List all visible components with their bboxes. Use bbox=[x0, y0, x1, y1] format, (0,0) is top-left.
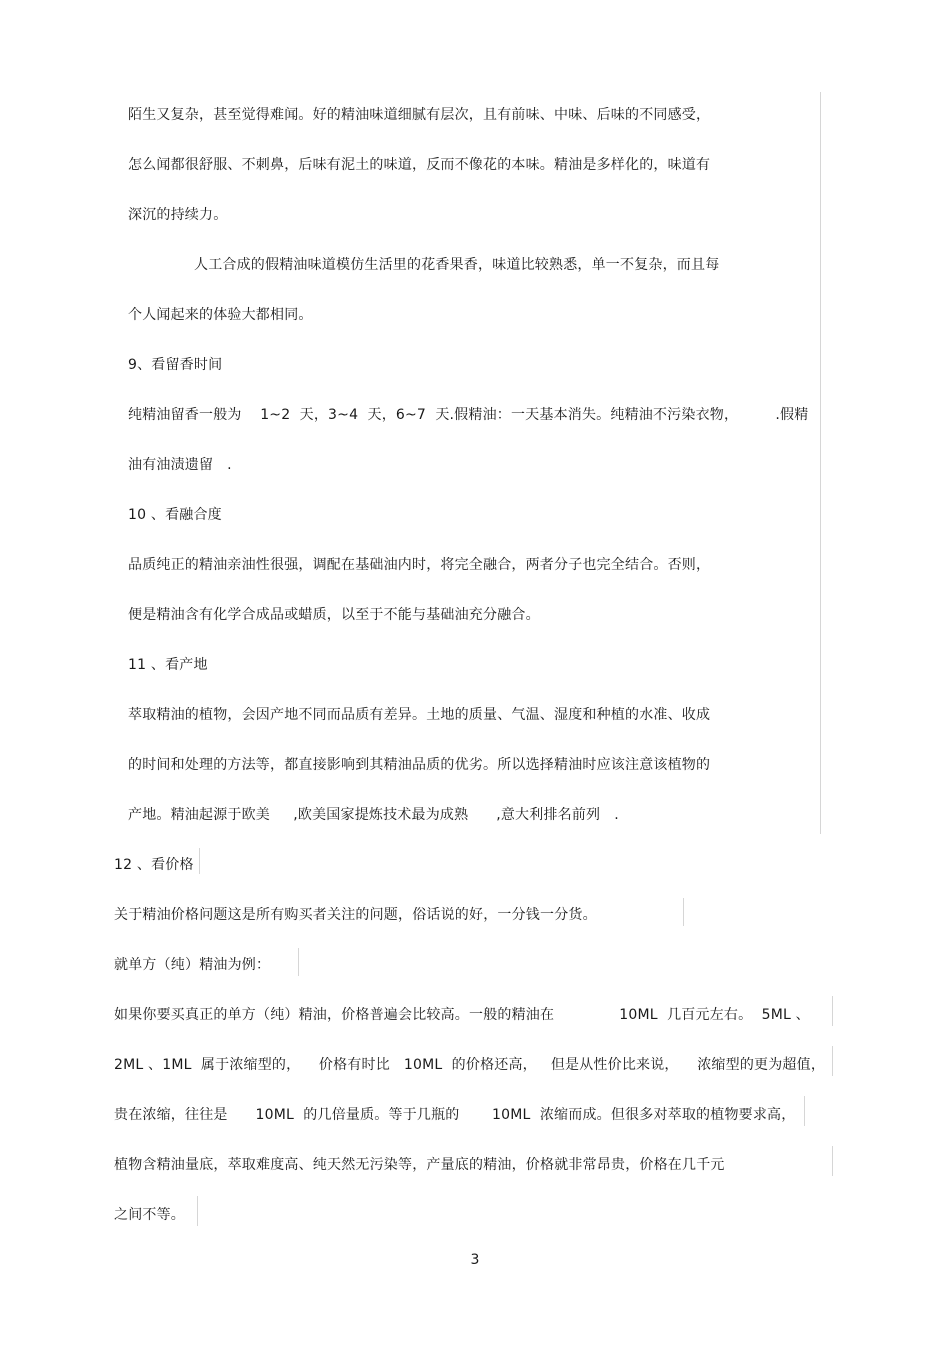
section-heading: 9、看留香时间 bbox=[128, 357, 223, 373]
page-number: 3 bbox=[470, 1252, 480, 1268]
section-heading: 11 、看产地 bbox=[128, 657, 208, 673]
text-line: 人工合成的假精油味道模仿生活里的花香果香，味道比较熟悉，单一不复杂，而且每 bbox=[194, 257, 720, 273]
text-line: 如果你要买真正的单方（纯）精油，价格普遍会比较高。一般的精油在 10ML 几百元左右。 5ML 、 bbox=[114, 1007, 810, 1023]
text-line: 品质纯正的精油亲油性很强，调配在基础油内时，将完全融合，两者分子也完全结合。否则， bbox=[128, 557, 711, 573]
price-para-rule-2 bbox=[832, 1046, 833, 1076]
price-para-rule-5 bbox=[197, 1196, 198, 1226]
text-line: 怎么闻都很舒服、不刺鼻，后味有泥土的味道，反而不像花的本味。精油是多样化的，味道有 bbox=[128, 157, 711, 173]
text-line: 纯精油留香一般为 1~2 天，3~4 天，6~7 天.假精油：一天基本消失。纯精油不污染衣物， .假精 bbox=[128, 407, 809, 423]
text-line: 个人闻起来的体验大都相同。 bbox=[128, 307, 313, 323]
text-line: 萃取精油的植物，会因产地不同而品质有差异。土地的质量、气温、湿度和种植的水准、收成 bbox=[128, 707, 711, 723]
price-para-rule-3 bbox=[804, 1096, 805, 1126]
right-border-rule bbox=[820, 92, 821, 834]
text-line: 关于精油价格问题这是所有购买者关注的问题，俗话说的好，一分钱一分货。 bbox=[114, 907, 597, 923]
text-line: 之间不等。 bbox=[114, 1207, 185, 1223]
text-line: 便是精油含有化学合成品或蜡质，以至于不能与基础油充分融合。 bbox=[128, 607, 540, 623]
text-line: 深沉的持续力。 bbox=[128, 207, 228, 223]
text-line: 的时间和处理的方法等，都直接影响到其精油品质的优劣。所以选择精油时应该注意该植物的 bbox=[128, 757, 711, 773]
section-heading: 10 、看融合度 bbox=[128, 507, 222, 523]
text-line: 陌生又复杂，甚至觉得难闻。好的精油味道细腻有层次，且有前味、中味、后味的不同感受， bbox=[128, 107, 711, 123]
section-12-rule bbox=[199, 848, 200, 874]
text-line: 2ML 、1ML 属于浓缩型的， 价格有时比 10ML 的价格还高， 但是从性价比来说， 浓缩型的更为超值， bbox=[114, 1057, 826, 1073]
price-para-rule-1 bbox=[832, 996, 833, 1026]
text-line: 油有油渍遗留 . bbox=[128, 457, 232, 473]
text-line: 植物含精油量底，萃取难度高、纯天然无污染等，产量底的精油，价格就非常昂贵，价格在几千元 bbox=[114, 1157, 725, 1173]
price-para-rule-4 bbox=[832, 1146, 833, 1176]
text-line: 贵在浓缩，往往是 10ML 的几倍量质。等于几瓶的 10ML 浓缩而成。但很多对萃取的植物要求高， bbox=[114, 1107, 796, 1123]
text-line: 就单方（纯）精油为例： bbox=[114, 957, 271, 973]
section-heading: 12 、看价格 bbox=[114, 857, 194, 873]
text-line: 产地。精油起源于欧美 ,欧美国家提炼技术最为成熟 ,意大利排名前列 . bbox=[128, 807, 619, 823]
price-intro-rule bbox=[683, 898, 684, 926]
single-oil-rule bbox=[298, 948, 299, 976]
